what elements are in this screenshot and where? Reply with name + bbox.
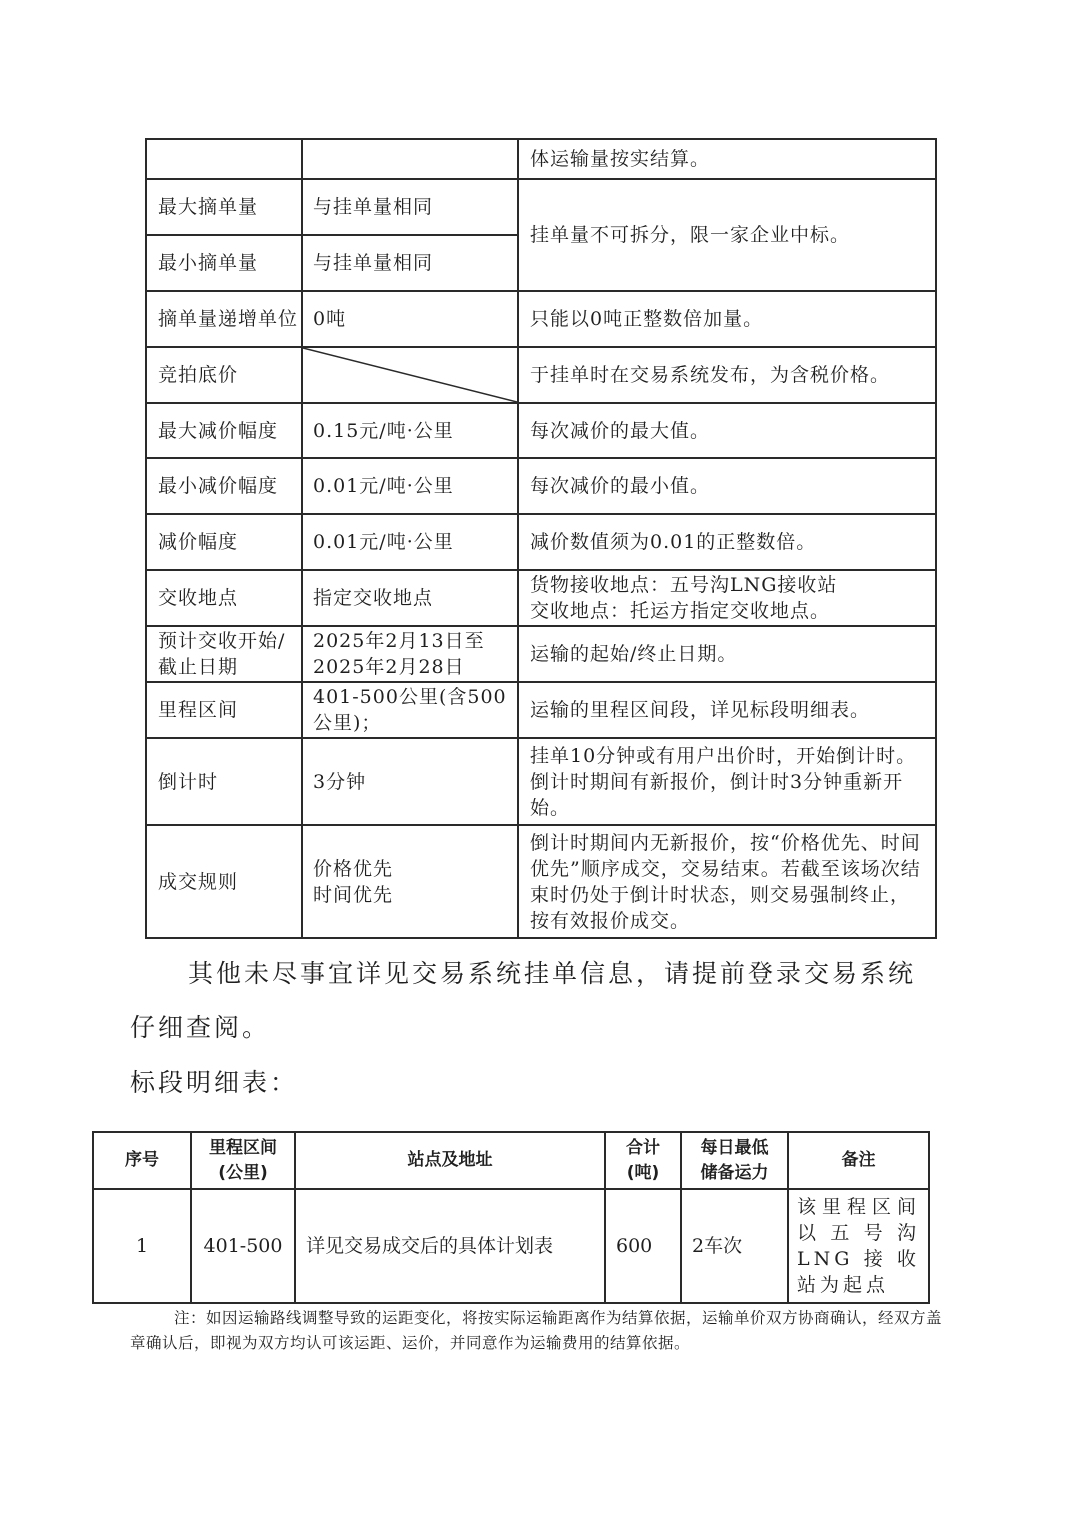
rule-description: 只能以0吨正整数倍加量。: [518, 291, 936, 347]
cell-capacity: 2车次: [681, 1189, 788, 1303]
table-row: [146, 682, 936, 738]
header-line: (吨): [626, 1162, 660, 1183]
rule-label: 交收地点: [146, 570, 302, 626]
rule-value: 指定交收地点: [302, 570, 518, 626]
cell-total: 600: [605, 1189, 681, 1303]
rule-value-line: 价格优先: [313, 857, 394, 880]
cell-station: 详见交易成交后的具体计划表: [295, 1189, 605, 1303]
table-row: [146, 458, 936, 514]
rule-label: 里程区间: [146, 682, 302, 738]
footnote-text: 注：如因运输路线调整导致的运距变化，将按实际运输距离作为结算依据，运输单价双方协商确认，经双方盖章确认后，即视为双方均认可该运距、运价，并同意作为运输费用的结算依据。: [130, 1309, 943, 1352]
column-header-station: 站点及地址: [295, 1132, 605, 1189]
header-line: 每日最低: [700, 1137, 769, 1158]
column-header-index: 序号: [93, 1132, 191, 1189]
section-detail-table: [92, 1131, 930, 1304]
rule-description: 体运输量按实结算。: [518, 139, 936, 179]
rule-value: 0.01元/吨·公里: [302, 458, 518, 514]
rule-description-line: 交收地点：托运方指定交收地点。: [530, 600, 831, 622]
rule-label: 最大减价幅度: [146, 403, 302, 458]
footnote: [130, 1306, 955, 1356]
rule-value: 401-500公里(含500公里)；: [302, 682, 518, 738]
table-row: [146, 825, 936, 938]
body-paragraph: 仔细查阅。: [130, 1013, 271, 1042]
rule-value: [302, 626, 518, 682]
rule-description-line: 货物接收地点：五号沟LNG接收站: [530, 574, 838, 596]
header-line: (公里): [218, 1162, 268, 1183]
body-paragraph: 其他未尽事宜详见交易系统挂单信息，请提前登录交易系统: [188, 959, 917, 988]
rule-label: 摘单量递增单位: [146, 291, 302, 347]
rule-description: 运输的起始/终止日期。: [518, 626, 936, 682]
rule-value: 0.01元/吨·公里: [302, 514, 518, 570]
table-row: [146, 570, 936, 626]
table-row: [146, 347, 936, 403]
rule-description: 于挂单时在交易系统发布，为含税价格。: [518, 347, 936, 403]
table-row: [146, 179, 936, 235]
rule-description: 运输的里程区间段，详见标段明细表。: [518, 682, 936, 738]
rule-label: 最大摘单量: [146, 179, 302, 235]
column-header-distance: [191, 1132, 295, 1189]
table-row: [146, 291, 936, 347]
table-row: [146, 403, 936, 458]
rule-label: 预计交收开始/截止日期: [146, 626, 302, 682]
rule-description: 倒计时期间内无新报价，按“价格优先、时间优先”顺序成交，交易结束。若截至该场次结束时仍处于倒计时状态，则交易强制终止，按有效报价成交。: [518, 825, 936, 938]
rule-label: 最小减价幅度: [146, 458, 302, 514]
table-header-row: [93, 1132, 929, 1189]
table-row: [146, 626, 936, 682]
table-row: [146, 514, 936, 570]
rule-description: [518, 570, 936, 626]
cell-index: 1: [93, 1189, 191, 1303]
cell-remark: 该里程区间以五号沟LNG接收站为起点: [788, 1189, 929, 1303]
table-row: [146, 738, 936, 825]
rule-label: 成交规则: [146, 825, 302, 938]
rule-value: 与挂单量相同: [302, 179, 518, 235]
trading-rules-table: [145, 138, 937, 939]
rule-value: 0.15元/吨·公里: [302, 403, 518, 458]
rule-label: 倒计时: [146, 738, 302, 825]
rule-value: [302, 825, 518, 938]
header-line: 里程区间: [209, 1137, 277, 1158]
rule-description: 每次减价的最小值。: [518, 458, 936, 514]
rule-label: 最小摘单量: [146, 235, 302, 291]
rule-description: 挂单量不可拆分，限一家企业中标。: [518, 179, 936, 291]
rule-value-line: 时间优先: [313, 883, 394, 906]
column-header-remark: 备注: [788, 1132, 929, 1189]
table-row: [146, 139, 936, 179]
rule-description: 每次减价的最大值。: [518, 403, 936, 458]
rule-value: 0吨: [302, 291, 518, 347]
rule-value: [302, 139, 518, 179]
rule-value-line: 2025年2月28日: [313, 656, 465, 678]
header-line: 储备运力: [700, 1162, 769, 1183]
header-line: 合计: [626, 1137, 660, 1158]
rule-label: 减价幅度: [146, 514, 302, 570]
cell-distance: 401-500: [191, 1189, 295, 1303]
rule-value-line: 2025年2月13日至: [313, 630, 485, 652]
rule-description: 挂单10分钟或有用户出价时，开始倒计时。倒计时期间有新报价，倒计时3分钟重新开始。: [518, 738, 936, 825]
rule-description: 减价数值须为0.01的正整数倍。: [518, 514, 936, 570]
rule-value: 与挂单量相同: [302, 235, 518, 291]
diagonal-empty-cell: [302, 347, 518, 403]
rule-label: 竞拍底价: [146, 347, 302, 403]
table-row: [93, 1189, 929, 1303]
rule-value: 3分钟: [302, 738, 518, 825]
rule-label: [146, 139, 302, 179]
section-heading: 标段明细表：: [130, 1068, 299, 1097]
column-header-total: [605, 1132, 681, 1189]
column-header-capacity: [681, 1132, 788, 1189]
